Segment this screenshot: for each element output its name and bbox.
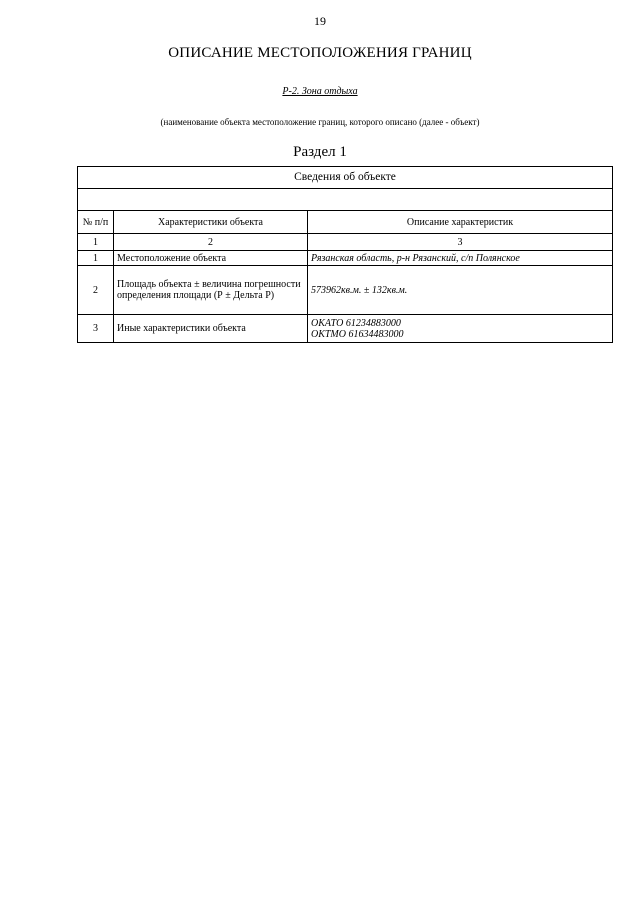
table-row [78,315,613,343]
row-description: Рязанская область, р-н Рязанский, с/п Полянское [308,251,613,266]
row-number: 2 [78,266,114,315]
oktmo-code: ОКТМО 61634483000 [311,328,404,340]
document-title: ОПИСАНИЕ МЕСТОПОЛОЖЕНИЯ ГРАНИЦ [168,45,472,61]
row-characteristic: Площадь объекта ± величина погрешности определения площади (Р ± Дельта Р) [114,266,308,315]
column-header-description: Описание характеристик [308,211,613,234]
column-header-row [78,211,613,234]
column-number-2: 2 [114,234,308,251]
page-number: 19 [314,14,326,28]
table-header-row [78,167,613,189]
object-info-table [77,166,613,343]
table-blank-row [78,189,613,211]
row-characteristic: Местоположение объекта [114,251,308,266]
row-description [308,315,613,343]
object-name [0,86,640,97]
column-number-1: 1 [78,234,114,251]
column-header-characteristic: Характеристики объекта [114,211,308,234]
column-number-row [78,234,613,251]
column-number-3: 3 [308,234,613,251]
row-description: 573962кв.м. ± 132кв.м. [308,266,613,315]
table-row [78,266,613,315]
table-header: Сведения об объекте [78,167,613,189]
row-number: 3 [78,315,114,343]
table-row [78,251,613,266]
object-name-caption: (наименование объекта местоположение границ, которого описано (далее - объект) [160,117,480,127]
column-header-number: № п/п [78,211,114,234]
okato-code: ОКАТО 61234883000 [311,317,401,329]
row-number: 1 [78,251,114,266]
object-name-text: Р-2. Зона отдыха [282,86,358,97]
row-characteristic: Иные характеристики объекта [114,315,308,343]
section-title: Раздел 1 [293,144,347,160]
table-blank-cell [78,189,613,211]
